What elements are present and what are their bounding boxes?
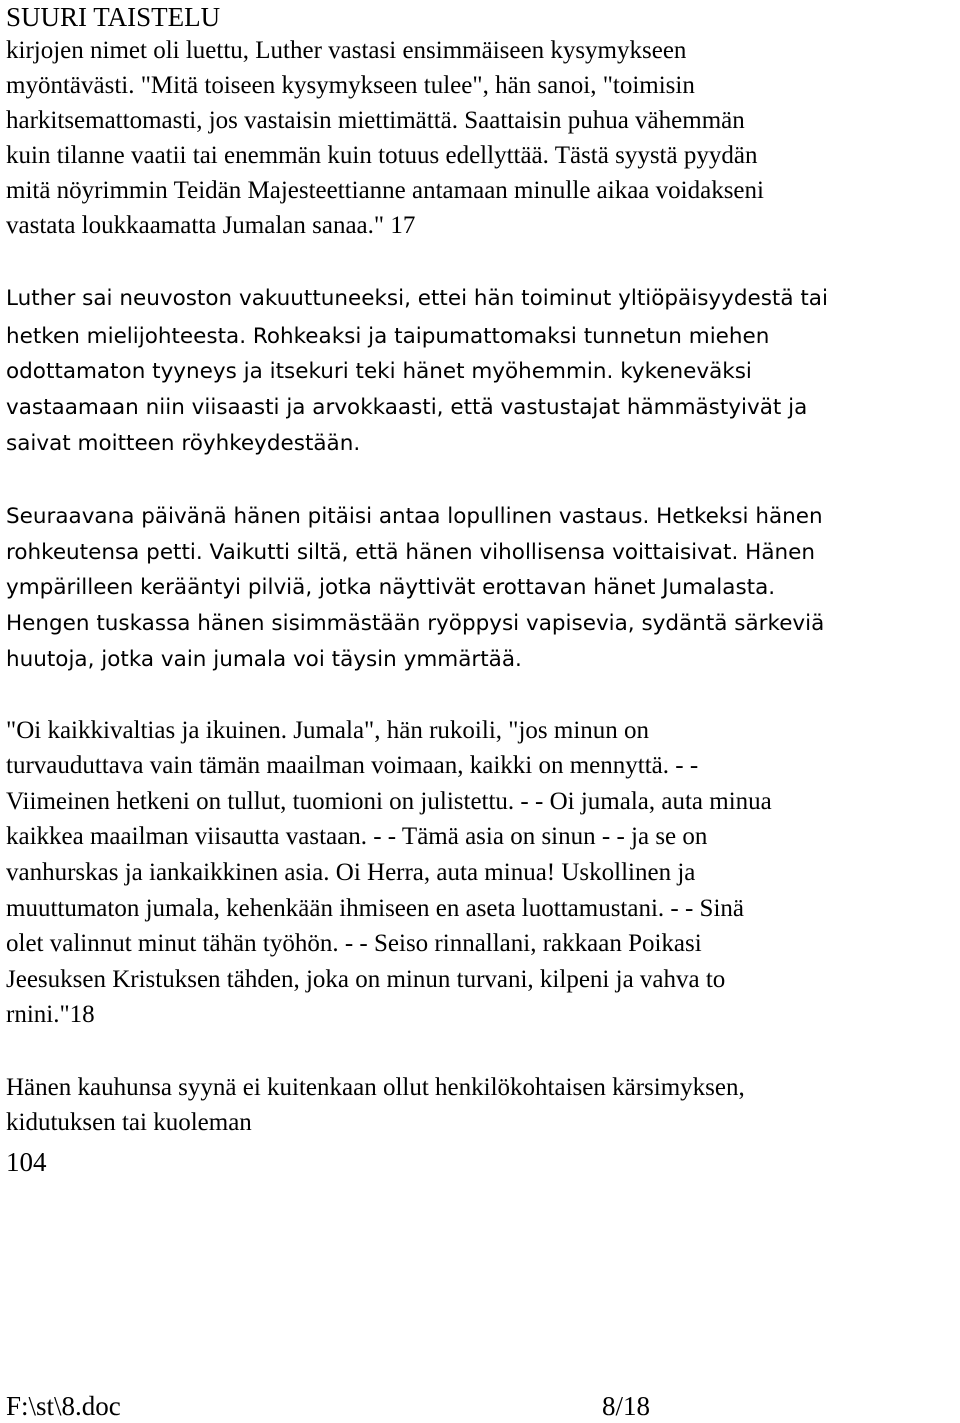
text-line: muuttumaton jumala, kehenkään ihmiseen en aseta luottamustani. - - Sinä xyxy=(6,895,745,922)
text-line: kirjojen nimet oli luettu, Luther vastasi ensimmäiseen kysymykseen xyxy=(6,37,687,64)
text-line: harkitsemattomasti, jos vastaisin miettimättä. Saattaisin puhua vähemmän xyxy=(6,107,745,134)
text-line: odottamaton tyyneys ja itsekuri teki hänet myöhemmin. kykeneväksi xyxy=(6,359,752,384)
text-line: Luther sai neuvoston vakuuttuneeksi, ettei hän toiminut yltiöpäisyydestä tai xyxy=(6,286,828,311)
text-line: Seuraavana päivänä hänen pitäisi antaa lopullinen vastaus. Hetkeksi hänen xyxy=(6,504,823,529)
running-header-title: SUURI TAISTELU xyxy=(6,2,221,32)
text-line: vastaamaan niin viisaasti ja arvokkaasti, että vastustajat hämmästyivät ja xyxy=(6,395,808,420)
text-line: rohkeutensa petti. Vaikutti siltä, että hänen vihollisensa voittaisivat. Hänen xyxy=(6,540,815,565)
footer-page-count: 8/18 xyxy=(602,1391,651,1421)
text-line: vastata loukkaamatta Jumalan sanaa." 17 xyxy=(6,212,416,239)
text-line: vanhurskas ja iankaikkinen asia. Oi Herra, auta minua! Uskollinen ja xyxy=(6,859,696,886)
text-line: Hengen tuskassa hänen sisimmästään ryöppysi vapisevia, sydäntä särkeviä xyxy=(6,611,825,636)
text-line: kaikkea maailman viisautta vastaan. - - Tämä asia on sinun - - ja se on xyxy=(6,823,708,850)
text-line: "Oi kaikkivaltias ja ikuinen. Jumala", hän rukoili, "jos minun on xyxy=(6,717,650,744)
text-line: hetken mielijohteesta. Rohkeaksi ja taipumattomaksi tunnetun miehen xyxy=(6,324,770,349)
text-line: Jeesuksen Kristuksen tähden, joka on minun turvani, kilpeni ja vahva to xyxy=(6,966,726,993)
text-line: myöntävästi. "Mitä toiseen kysymykseen tulee", hän sanoi, "toimisin xyxy=(6,72,695,99)
book-page-number: 104 xyxy=(6,1147,47,1177)
text-line: saivat moitteen röyhkeydestään. xyxy=(6,431,361,456)
text-line: kuin tilanne vaatii tai enemmän kuin totuus edellyttää. Tästä syystä pyydän xyxy=(6,142,758,169)
text-line: kidutuksen tai kuoleman xyxy=(6,1109,252,1136)
text-line: olet valinnut minut tähän työhön. - - Seiso rinnallani, rakkaan Poikasi xyxy=(6,930,702,957)
footer-file-path: F:\st\8.doc xyxy=(6,1391,121,1421)
text-line: huutoja, jotka vain jumala voi täysin ymmärtää. xyxy=(6,647,522,672)
text-line: rnini."18 xyxy=(6,1001,95,1028)
text-line: Viimeinen hetkeni on tullut, tuomioni on julistettu. - - Oi jumala, auta minua xyxy=(6,788,772,815)
text-line: ympärilleen kerääntyi pilviä, jotka näyttivät erottavan hänet Jumalasta. xyxy=(6,575,776,600)
text-line: Hänen kauhunsa syynä ei kuitenkaan ollut henkilökohtaisen kärsimyksen, xyxy=(6,1074,745,1101)
text-line: mitä nöyrimmin Teidän Majesteettianne antamaan minulle aikaa voidakseni xyxy=(6,177,764,204)
text-line: turvauduttava vain tämän maailman voimaan, kaikki on mennyttä. - - xyxy=(6,752,699,779)
